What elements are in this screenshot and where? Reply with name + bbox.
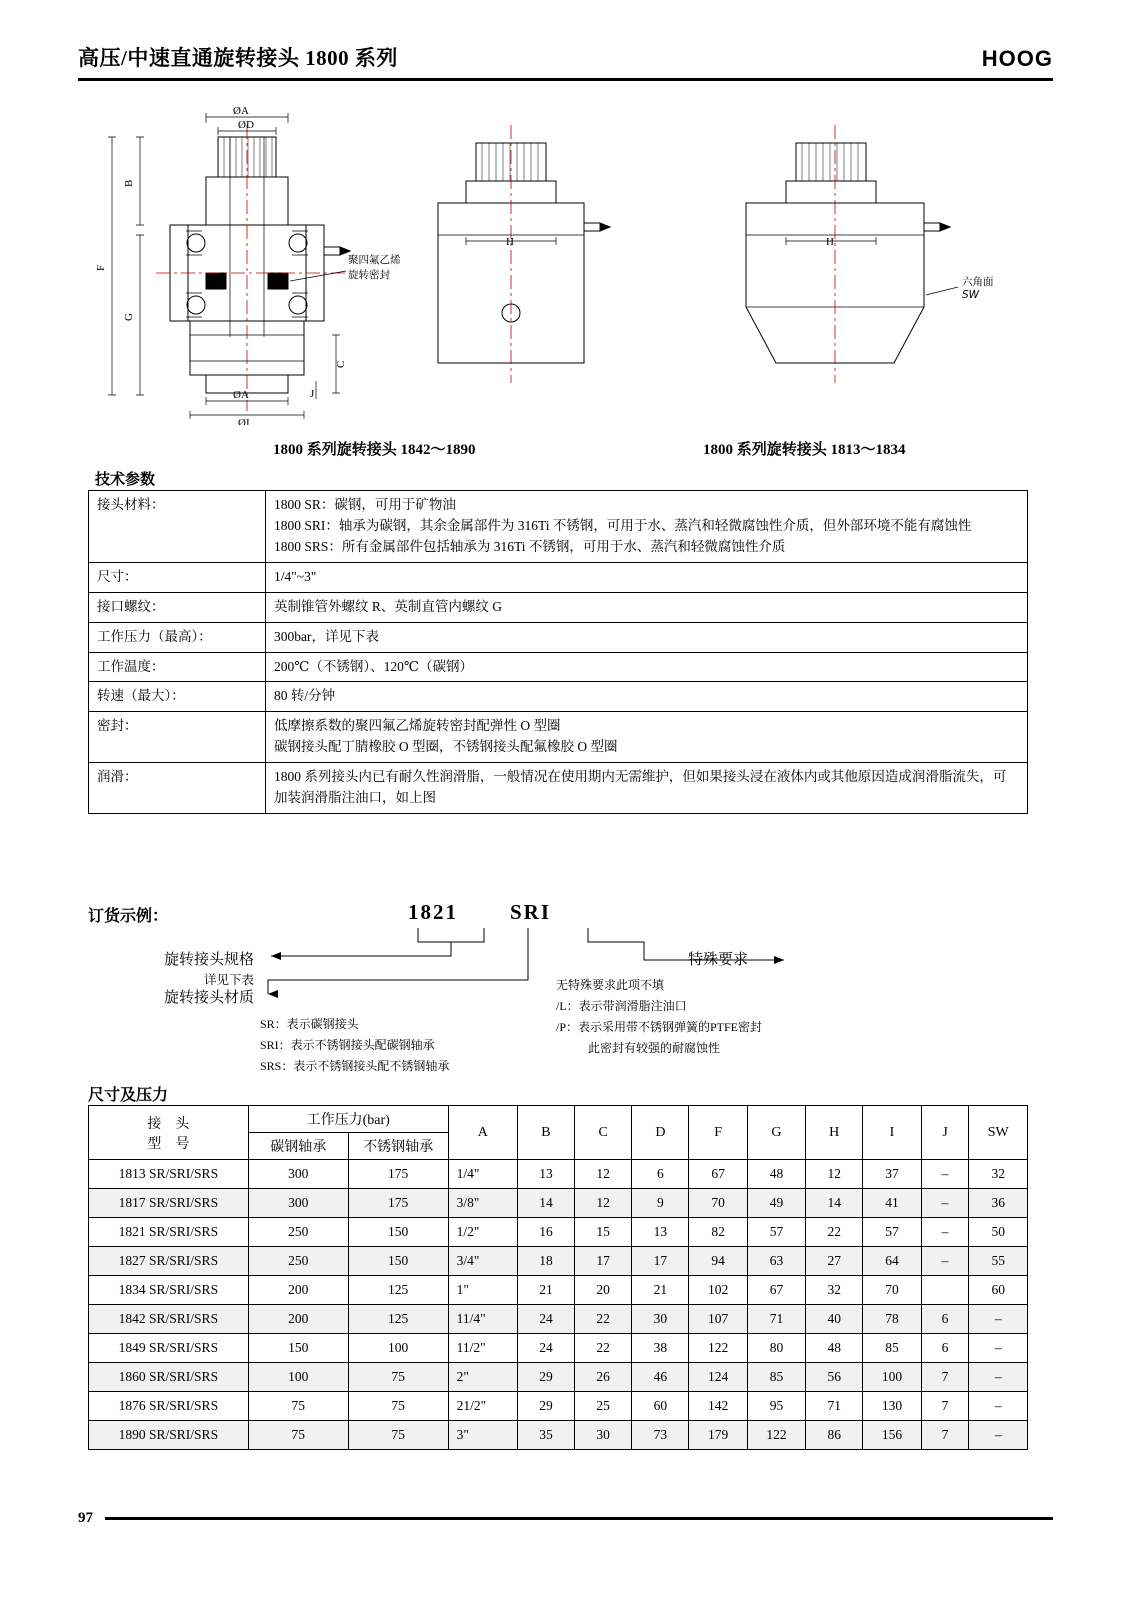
cell-I: 37: [863, 1160, 921, 1189]
table-row: [89, 682, 1028, 712]
cell-I: 41: [863, 1189, 921, 1218]
th-SW: SW: [969, 1106, 1028, 1160]
dimension-table: [88, 1105, 1028, 1450]
spec-key: 接头材料：: [89, 491, 266, 563]
order-code-model: 1821: [408, 900, 458, 924]
cell-D: 60: [632, 1392, 689, 1421]
cell-B: 35: [517, 1421, 574, 1450]
cell-ps: 175: [348, 1189, 448, 1218]
cell-H: 40: [806, 1305, 863, 1334]
cell-SW: –: [969, 1305, 1028, 1334]
th-C: C: [575, 1106, 632, 1160]
cell-J: –: [921, 1160, 969, 1189]
cell-ps: 150: [348, 1247, 448, 1276]
label-phiA-top: ØA: [233, 105, 249, 117]
cell-B: 16: [517, 1218, 574, 1247]
order-label-special: 特殊要求: [688, 952, 749, 968]
cell-ps: 100: [348, 1334, 448, 1363]
cell-F: 124: [689, 1363, 747, 1392]
cell-ps: 75: [348, 1392, 448, 1421]
cell-G: 67: [747, 1276, 805, 1305]
cell-F: 122: [689, 1334, 747, 1363]
order-special-p-note: 此密封有较强的耐腐蚀性: [588, 1041, 721, 1055]
section-title-dim: 尺寸及压力: [88, 1087, 169, 1104]
spec-key: 转速（最大）：: [89, 682, 266, 712]
cell-pc: 100: [248, 1363, 348, 1392]
footer-divider: [105, 1517, 1053, 1520]
label-phiA-bottom: ØA: [233, 389, 249, 401]
spec-value: [266, 652, 1028, 682]
cell-G: 80: [747, 1334, 805, 1363]
cell-B: 13: [517, 1160, 574, 1189]
cell-model: 1860 SR/SRI/SRS: [89, 1363, 249, 1392]
spec-value: [266, 562, 1028, 592]
th-I: I: [863, 1106, 921, 1160]
spec-line: 200℃（不锈钢）、120℃（碳钢）: [274, 658, 473, 674]
cell-I: 130: [863, 1392, 921, 1421]
cell-D: 21: [632, 1276, 689, 1305]
spec-key: 工作温度：: [89, 652, 266, 682]
cell-F: 179: [689, 1421, 747, 1450]
label-C: C: [335, 360, 347, 368]
cell-pc: 75: [248, 1392, 348, 1421]
spec-line: 80 转/分钟: [274, 688, 336, 704]
cell-A: 11/4": [448, 1305, 517, 1334]
cell-J: [921, 1276, 969, 1305]
cell-A: 2": [448, 1363, 517, 1392]
table-row: [89, 1160, 1028, 1189]
table-row: [89, 712, 1028, 763]
table-row: [89, 1189, 1028, 1218]
label-G: G: [123, 313, 135, 321]
cell-pc: 75: [248, 1421, 348, 1450]
cell-J: –: [921, 1247, 969, 1276]
th-pressure-carbon: 碳钢轴承: [248, 1133, 348, 1160]
page-header: [78, 42, 1053, 72]
page-footer: [78, 1510, 1053, 1527]
th-G: G: [747, 1106, 805, 1160]
spec-key: 接口螺纹：: [89, 592, 266, 622]
cell-SW: –: [969, 1334, 1028, 1363]
cell-I: 70: [863, 1276, 921, 1305]
cell-pc: 300: [248, 1189, 348, 1218]
cell-F: 102: [689, 1276, 747, 1305]
order-label-material: 旋转接头材质: [163, 990, 254, 1006]
spec-line: 碳钢接头配丁腈橡胶 O 型圈，不锈钢接头配氟橡胶 O 型圈: [274, 739, 618, 755]
cell-B: 24: [517, 1334, 574, 1363]
cell-ps: 175: [348, 1160, 448, 1189]
cell-J: 6: [921, 1334, 969, 1363]
spec-line: 300bar，详见下表: [274, 628, 379, 644]
cell-F: 107: [689, 1305, 747, 1334]
table-row: [89, 1218, 1028, 1247]
cell-B: 14: [517, 1189, 574, 1218]
technical-drawings: [78, 95, 1053, 425]
cell-ps: 125: [348, 1276, 448, 1305]
hex-note-line1: 六角面: [962, 276, 994, 288]
table-row: [89, 1305, 1028, 1334]
label-phiI: ØI: [238, 417, 250, 425]
order-label-model-sub: 详见下表: [203, 973, 254, 987]
cell-H: 56: [806, 1363, 863, 1392]
order-code-material: SRI: [510, 900, 552, 924]
table-row: [89, 1363, 1028, 1392]
cell-G: 63: [747, 1247, 805, 1276]
table-row: [89, 592, 1028, 622]
th-H: H: [806, 1106, 863, 1160]
spec-line: 1800 SR：碳钢，可用于矿物油: [274, 497, 456, 512]
cell-C: 22: [575, 1334, 632, 1363]
cell-B: 29: [517, 1392, 574, 1421]
cell-B: 21: [517, 1276, 574, 1305]
cell-model: 1842 SR/SRI/SRS: [89, 1305, 249, 1334]
caption-left: 1800 系列旋转接头 1842～1890: [273, 442, 476, 458]
cell-D: 6: [632, 1160, 689, 1189]
cell-model: 1813 SR/SRI/SRS: [89, 1160, 249, 1189]
cell-J: 7: [921, 1421, 969, 1450]
cell-B: 18: [517, 1247, 574, 1276]
th-A: A: [448, 1106, 517, 1160]
table-row: [89, 622, 1028, 652]
cell-A: 1/2": [448, 1218, 517, 1247]
spec-key: 润滑：: [89, 763, 266, 814]
th-J: J: [921, 1106, 969, 1160]
cell-A: 3/8": [448, 1189, 517, 1218]
hex-note-line2: SW: [962, 289, 980, 301]
cell-D: 17: [632, 1247, 689, 1276]
cell-A: 21/2": [448, 1392, 517, 1421]
caption-right: 1800 系列旋转接头 1813～1834: [703, 442, 906, 458]
th-model-line2: 型 号: [147, 1136, 190, 1152]
spec-value: [266, 592, 1028, 622]
table-row: [89, 1334, 1028, 1363]
cell-J: –: [921, 1189, 969, 1218]
cell-SW: –: [969, 1392, 1028, 1421]
cell-SW: 55: [969, 1247, 1028, 1276]
cell-I: 100: [863, 1363, 921, 1392]
cell-F: 67: [689, 1160, 747, 1189]
order-special-l: /L：表示带润滑脂注油口: [556, 999, 687, 1013]
dimension-table-body: [89, 1160, 1028, 1450]
cell-SW: 36: [969, 1189, 1028, 1218]
cell-G: 95: [747, 1392, 805, 1421]
cell-D: 73: [632, 1421, 689, 1450]
cell-A: 3/4": [448, 1247, 517, 1276]
table-row: [89, 491, 1028, 563]
cell-model: 1890 SR/SRI/SRS: [89, 1421, 249, 1450]
cell-G: 122: [747, 1421, 805, 1450]
cell-J: 6: [921, 1305, 969, 1334]
th-model: [89, 1106, 249, 1160]
cell-H: 22: [806, 1218, 863, 1247]
cell-I: 156: [863, 1421, 921, 1450]
table-row: [89, 1421, 1028, 1450]
table-row: [89, 562, 1028, 592]
cell-C: 17: [575, 1247, 632, 1276]
table-header-row: [89, 1106, 1028, 1133]
cell-pc: 300: [248, 1160, 348, 1189]
cell-C: 22: [575, 1305, 632, 1334]
th-pressure: 工作压力(bar): [248, 1106, 448, 1133]
cell-ps: 75: [348, 1421, 448, 1450]
spec-line: 1800 SRI：轴承为碳钢，其余金属部件为 316Ti 不锈钢，可用于水、蒸汽和轻微腐蚀性介质，但外部环境不能有腐蚀性: [274, 517, 972, 533]
cell-SW: –: [969, 1363, 1028, 1392]
cell-model: 1817 SR/SRI/SRS: [89, 1189, 249, 1218]
cell-G: 49: [747, 1189, 805, 1218]
cell-I: 85: [863, 1334, 921, 1363]
cell-model: 1876 SR/SRI/SRS: [89, 1392, 249, 1421]
cell-C: 15: [575, 1218, 632, 1247]
cell-C: 20: [575, 1276, 632, 1305]
brand-logo: HOOG: [981, 46, 1053, 71]
spec-key: 密封：: [89, 712, 266, 763]
table-row: [89, 1247, 1028, 1276]
cell-C: 26: [575, 1363, 632, 1392]
table-row: [89, 1392, 1028, 1421]
seal-note-line2: 旋转密封: [348, 269, 390, 281]
spec-line: 1800 系列接头内已有耐久性润滑脂，一般情况在使用期内无需维护，但如果接头浸在液体内或其他原因造成润滑脂流失，可加装润滑脂注油口，如上图: [274, 769, 1007, 806]
spec-table: [88, 490, 1028, 814]
order-material-srs: SRS：表示不锈钢接头配不锈钢轴承: [260, 1059, 450, 1073]
order-special-p: /P：表示采用带不锈钢弹簧的PTFE密封: [556, 1020, 763, 1034]
order-special-none: 无特殊要求此项不填: [556, 978, 665, 992]
header-divider: [78, 78, 1053, 81]
cell-C: 12: [575, 1160, 632, 1189]
cell-F: 94: [689, 1247, 747, 1276]
spec-value: [266, 712, 1028, 763]
page-number: 97: [78, 1510, 93, 1526]
cell-J: 7: [921, 1363, 969, 1392]
cell-model: 1834 SR/SRI/SRS: [89, 1276, 249, 1305]
drawing-svg: [78, 95, 1053, 425]
cell-pc: 250: [248, 1218, 348, 1247]
label-B: B: [123, 179, 135, 187]
table-row: [89, 1276, 1028, 1305]
spec-value: [266, 491, 1028, 563]
th-B: B: [517, 1106, 574, 1160]
cell-C: 25: [575, 1392, 632, 1421]
cell-G: 85: [747, 1363, 805, 1392]
cell-SW: –: [969, 1421, 1028, 1450]
label-H-right: H: [826, 236, 834, 248]
table-row: [89, 763, 1028, 814]
seal-note-line1: 聚四氟乙烯: [348, 254, 401, 266]
cell-pc: 200: [248, 1305, 348, 1334]
cell-H: 32: [806, 1276, 863, 1305]
spec-value: [266, 763, 1028, 814]
label-J: J: [310, 388, 315, 400]
cell-I: 78: [863, 1305, 921, 1334]
cell-B: 29: [517, 1363, 574, 1392]
th-model-line1: 接 头: [147, 1116, 190, 1132]
cell-pc: 200: [248, 1276, 348, 1305]
cell-A: 3": [448, 1421, 517, 1450]
cell-C: 30: [575, 1421, 632, 1450]
cell-H: 86: [806, 1421, 863, 1450]
ordering-example: [88, 898, 1028, 1088]
order-label-model: 旋转接头规格: [163, 952, 254, 968]
label-F: F: [95, 264, 107, 271]
spec-value: [266, 622, 1028, 652]
cell-C: 12: [575, 1189, 632, 1218]
spec-line: 1800 SRS：所有金属部件包括轴承为 316Ti 不锈钢，可用于水、蒸汽和轻微腐蚀性介质: [274, 538, 786, 554]
th-D: D: [632, 1106, 689, 1160]
spec-key: 尺寸：: [89, 562, 266, 592]
cell-ps: 75: [348, 1363, 448, 1392]
cell-model: 1821 SR/SRI/SRS: [89, 1218, 249, 1247]
table-row: [89, 652, 1028, 682]
cell-SW: 50: [969, 1218, 1028, 1247]
order-material-sr: SR：表示碳钢接头: [260, 1017, 359, 1031]
cell-F: 70: [689, 1189, 747, 1218]
cell-ps: 150: [348, 1218, 448, 1247]
cell-model: 1827 SR/SRI/SRS: [89, 1247, 249, 1276]
cell-I: 64: [863, 1247, 921, 1276]
cell-SW: 32: [969, 1160, 1028, 1189]
cell-D: 9: [632, 1189, 689, 1218]
cell-H: 48: [806, 1334, 863, 1363]
section-title-tech: 技术参数: [95, 472, 156, 488]
cell-G: 57: [747, 1218, 805, 1247]
cell-J: 7: [921, 1392, 969, 1421]
cell-G: 71: [747, 1305, 805, 1334]
cell-I: 57: [863, 1218, 921, 1247]
cell-D: 38: [632, 1334, 689, 1363]
spec-line: 英制锥管外螺纹 R、英制直管内螺纹 G: [274, 598, 503, 614]
th-F: F: [689, 1106, 747, 1160]
cell-B: 24: [517, 1305, 574, 1334]
cell-pc: 250: [248, 1247, 348, 1276]
cell-ps: 125: [348, 1305, 448, 1334]
cell-J: –: [921, 1218, 969, 1247]
page-title: 高压/中速直通旋转接头 1800 系列: [78, 46, 398, 70]
cell-D: 13: [632, 1218, 689, 1247]
cell-F: 142: [689, 1392, 747, 1421]
th-pressure-stainless: 不锈钢轴承: [348, 1133, 448, 1160]
cell-D: 30: [632, 1305, 689, 1334]
cell-model: 1849 SR/SRI/SRS: [89, 1334, 249, 1363]
spec-line: 1/4"~3": [274, 568, 317, 584]
spec-value: [266, 682, 1028, 712]
order-material-sri: SRI：表示不锈钢接头配碳钢轴承: [260, 1038, 435, 1052]
cell-H: 71: [806, 1392, 863, 1421]
cell-A: 1": [448, 1276, 517, 1305]
cell-pc: 150: [248, 1334, 348, 1363]
spec-key: 工作压力（最高）：: [89, 622, 266, 652]
spec-line: 低摩擦系数的聚四氟乙烯旋转密封配弹性 O 型圈: [274, 718, 561, 734]
cell-A: 11/2": [448, 1334, 517, 1363]
cell-SW: 60: [969, 1276, 1028, 1305]
cell-H: 27: [806, 1247, 863, 1276]
cell-H: 12: [806, 1160, 863, 1189]
section-title-order: 订货示例：: [88, 908, 169, 925]
cell-A: 1/4": [448, 1160, 517, 1189]
cell-H: 14: [806, 1189, 863, 1218]
label-phiD: ØD: [238, 119, 254, 131]
cell-D: 46: [632, 1363, 689, 1392]
cell-G: 48: [747, 1160, 805, 1189]
label-H-mid: H: [506, 236, 514, 248]
cell-F: 82: [689, 1218, 747, 1247]
